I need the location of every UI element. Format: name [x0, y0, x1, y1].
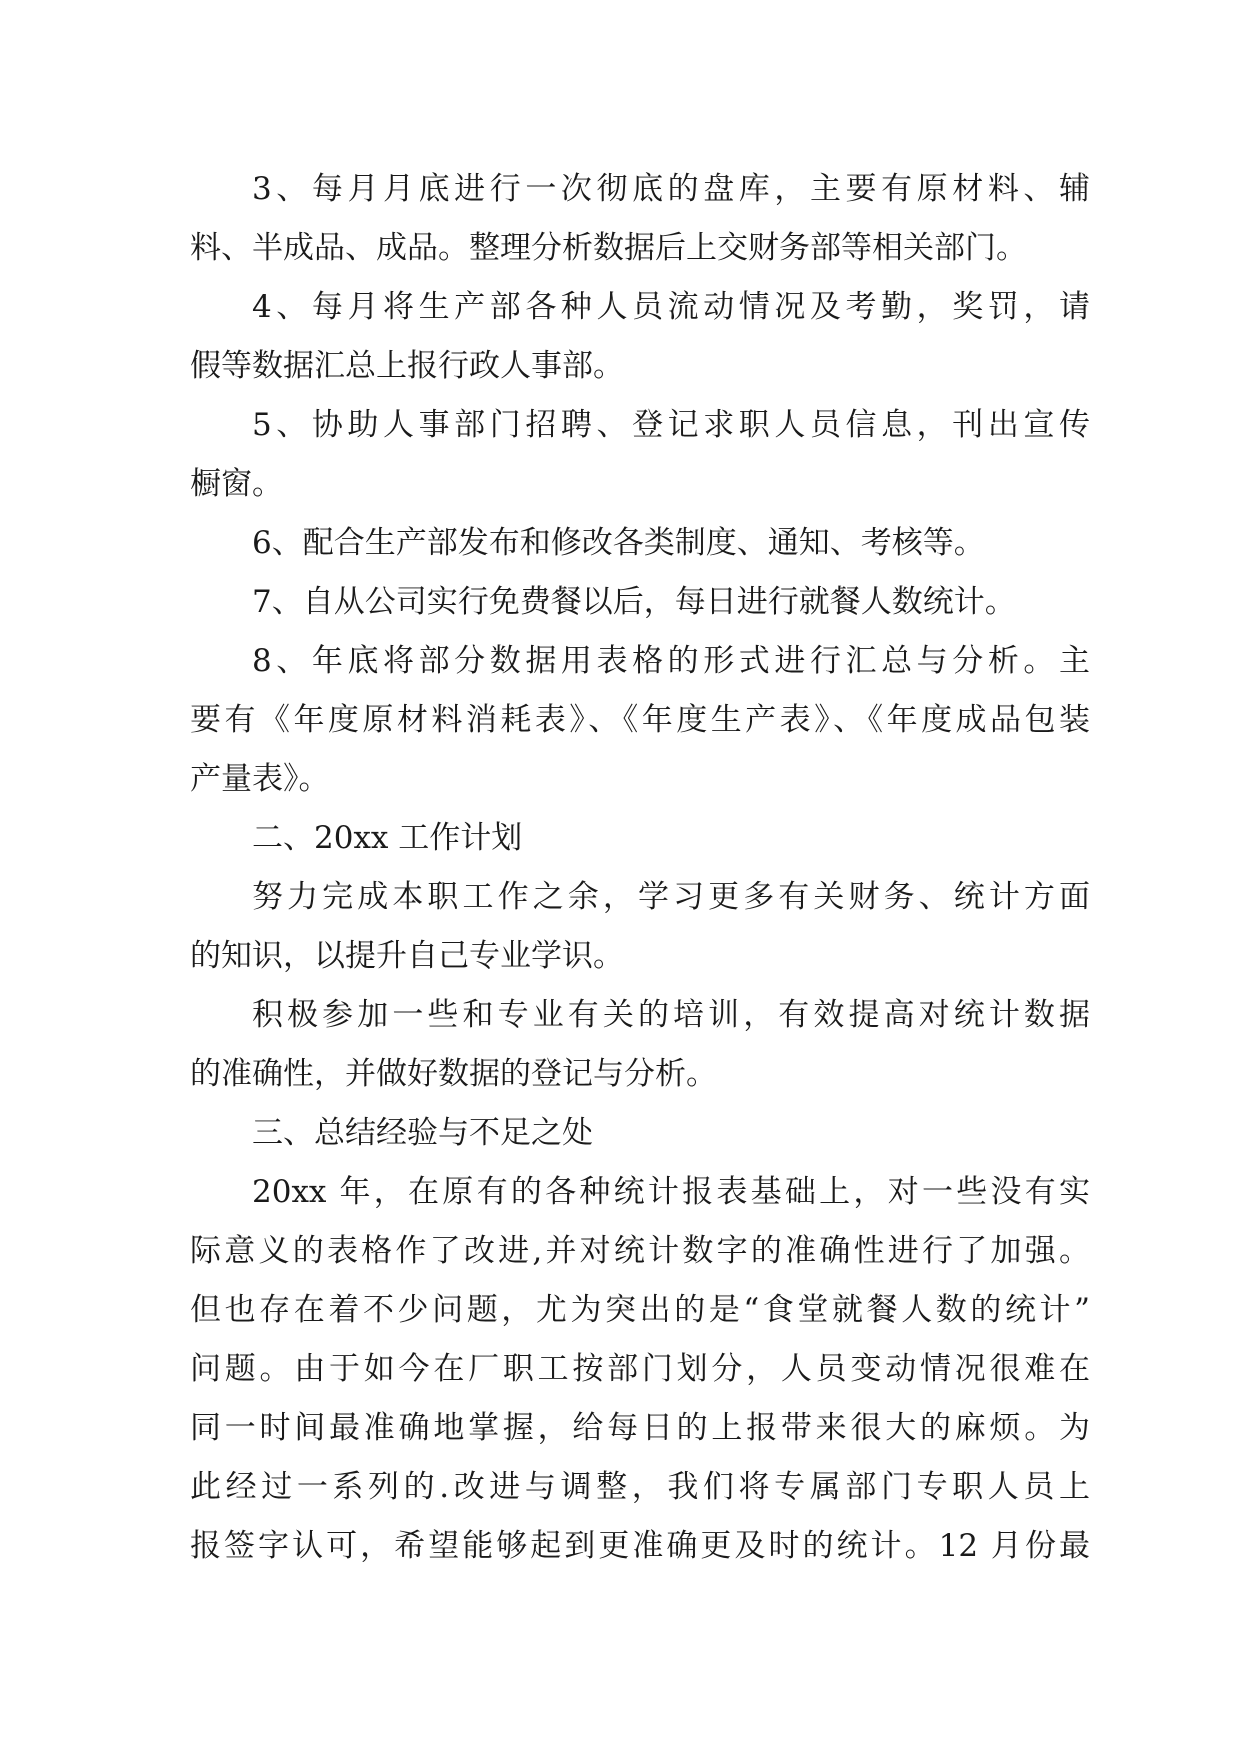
paragraph-line: 同一时间最准确地掌握，给每日的上报带来很大的麻烦。为 — [190, 1410, 1090, 1446]
paragraph — [190, 632, 1090, 809]
paragraph-line: 3、每月月底进行一次彻底的盘库，主要有原材料、辅 — [252, 171, 1090, 207]
paragraph — [190, 278, 1090, 396]
paragraph-line: 4、每月将生产部各种人员流动情况及考勤，奖罚，请 — [252, 289, 1090, 325]
paragraph-line: 的知识，以提升自己专业学识。 — [190, 938, 624, 974]
paragraph — [190, 868, 1090, 986]
paragraph-line: 7、自从公司实行免费餐以后，每日进行就餐人数统计。 — [252, 584, 1016, 620]
paragraph-line: 际意义的表格作了改进,并对统计数字的准确性进行了加强。 — [190, 1233, 1090, 1269]
paragraph-line: 的准确性，并做好数据的登记与分析。 — [190, 1056, 717, 1092]
paragraph-line: 6、配合生产部发布和修改各类制度、通知、考核等。 — [252, 525, 985, 561]
paragraph-line: 报签字认可，希望能够起到更准确更及时的统计。12 月份最 — [190, 1528, 1090, 1564]
paragraph — [190, 1163, 1090, 1576]
paragraph-line: 假等数据汇总上报行政人事部。 — [190, 348, 624, 384]
paragraph-line: 问题。由于如今在厂职工按部门划分，人员变动情况很难在 — [190, 1351, 1090, 1387]
paragraph-line: 产量表》。 — [190, 761, 330, 797]
paragraph-line: 但也存在着不少问题，尤为突出的是“食堂就餐人数的统计” — [190, 1292, 1090, 1328]
paragraph — [190, 514, 1090, 573]
paragraph-line: 5、协助人事部门招聘、登记求职人员信息，刊出宣传 — [252, 407, 1090, 443]
paragraph — [190, 396, 1090, 514]
paragraph-line: 积极参加一些和专业有关的培训，有效提高对统计数据 — [252, 997, 1090, 1033]
paragraph-line: 要有《年度原材料消耗表》、《年度生产表》、《年度成品包装 — [190, 702, 1090, 738]
paragraph-line: 料、半成品、成品。整理分析数据后上交财务部等相关部门。 — [190, 230, 1027, 266]
paragraph-line: 此经过一系列的.改进与调整，我们将专属部门专职人员上 — [190, 1469, 1090, 1505]
paragraph — [190, 573, 1090, 632]
paragraph — [190, 160, 1090, 278]
paragraph-line: 二、20xx 工作计划 — [252, 820, 523, 856]
paragraph-line: 努力完成本职工作之余，学习更多有关财务、统计方面 — [252, 879, 1090, 915]
paragraph — [190, 986, 1090, 1104]
paragraph-line: 三、总结经验与不足之处 — [252, 1115, 593, 1151]
paragraph-line: 8、年底将部分数据用表格的形式进行汇总与分析。主 — [252, 643, 1090, 679]
paragraph-line: 橱窗。 — [190, 466, 283, 502]
document-body — [190, 160, 1090, 1576]
paragraph — [190, 809, 1090, 868]
paragraph-line: 20xx 年，在原有的各种统计报表基础上，对一些没有实 — [252, 1174, 1090, 1210]
paragraph — [190, 1104, 1090, 1163]
